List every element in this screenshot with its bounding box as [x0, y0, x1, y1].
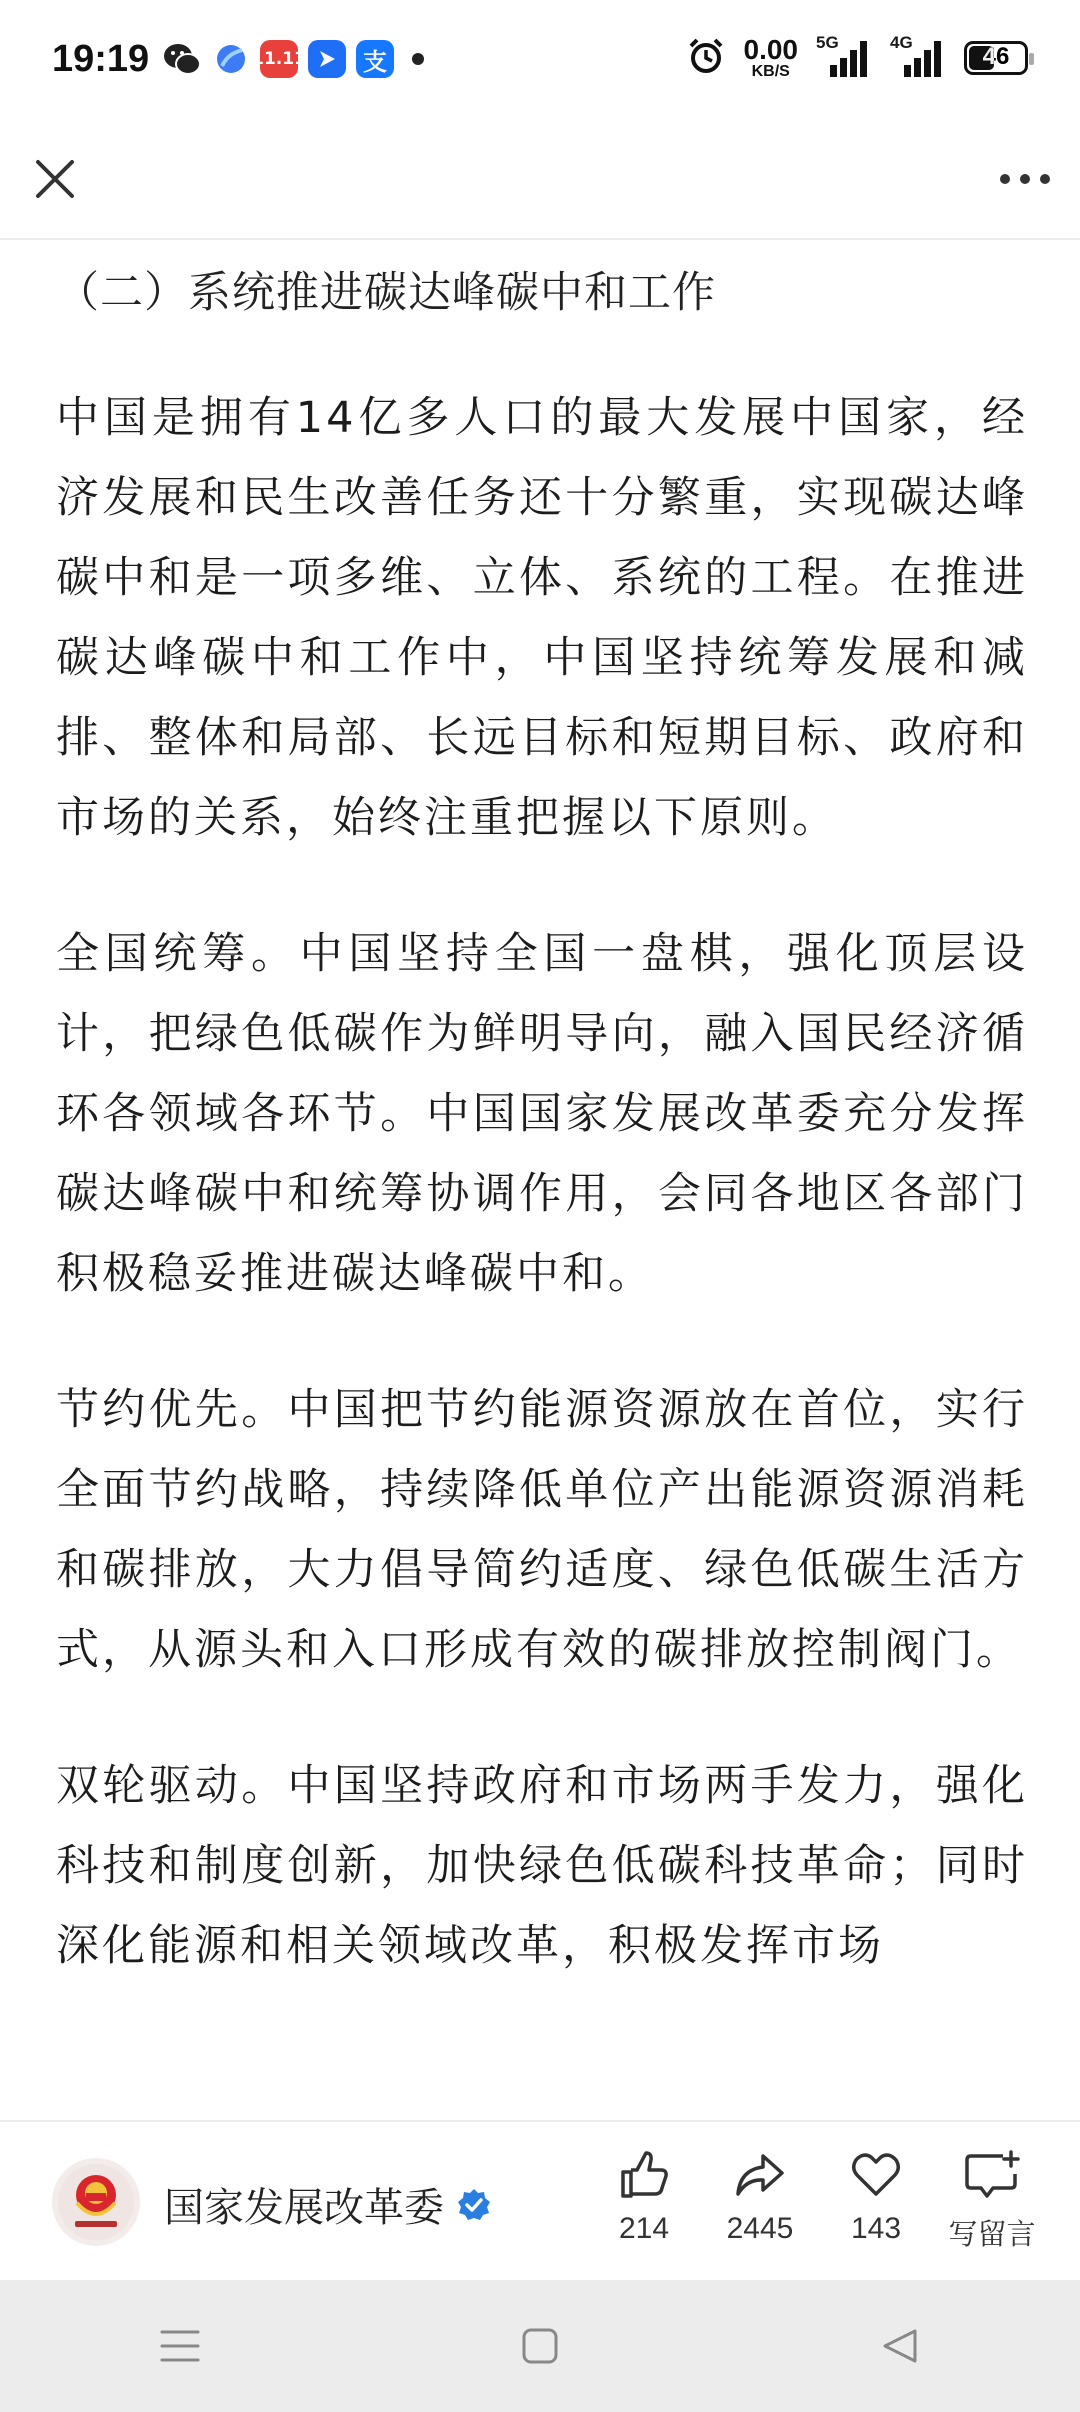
close-icon — [34, 158, 76, 200]
hamburger-icon — [160, 2328, 200, 2364]
wechat-icon — [162, 40, 202, 78]
notification-icons — [162, 40, 424, 78]
network-speed-value: 0.00 — [743, 34, 798, 65]
status-bar — [0, 0, 1080, 124]
shopping-11-11-icon: 11.11 — [260, 40, 298, 78]
national-emblem-icon — [57, 2163, 135, 2241]
comment-add-icon — [963, 2148, 1021, 2202]
more-notifications-dot — [412, 53, 424, 65]
favorite-count: 143 — [850, 2212, 902, 2245]
thumbs-up-icon — [617, 2148, 671, 2202]
paragraph-intro: 中国是拥有14亿多人口的最大发展中国家，经济发展和民生改善任务还十分繁重，实现碳达峰碳中和是一项多维、立体、系统的工程。在推进碳达峰碳中和工作中，中国坚持统筹发展和减排、整体和局部、长远目标和短期目标、政府和市场的关系，始终注重把握以下原则。 — [56, 393, 1028, 843]
alarm-icon — [686, 36, 726, 80]
status-time: 19:19 — [52, 38, 150, 80]
close-button[interactable] — [24, 148, 86, 210]
account-info[interactable] — [164, 2176, 492, 2233]
section-heading: （二）系统推进碳达峰碳中和工作 — [56, 268, 716, 318]
article-action-bar — [0, 2120, 1080, 2282]
write-comment-label: 写留言 — [948, 2217, 1036, 2251]
network-speed-unit: KB/S — [751, 63, 790, 80]
status-indicators — [686, 33, 1029, 80]
top-toolbar — [0, 124, 1080, 240]
account-avatar[interactable] — [52, 2158, 140, 2246]
paragraph-conservation-first: 节约优先。中国把节约能源资源放在首位，实行全面节约战略，持续降低单位产出能源资源消耗和碳排放，大力倡导简约适度、绿色低碳生活方式，从源头和入口形成有效的碳排放控制阀门。 — [56, 1385, 1028, 1675]
navigation-icon — [308, 40, 346, 78]
menu-key[interactable] — [120, 2296, 240, 2396]
paragraph-dual-drive: 双轮驱动。中国坚持政府和市场两手发力，强化科技和制度创新，加快绿色低碳科技革命；同时深化能源和相关领域改革，积极发挥市场 — [56, 1761, 1028, 1971]
signal-4g-label: 4G — [890, 33, 913, 52]
signal-4g — [890, 33, 946, 79]
signal-5g-label: 5G — [816, 33, 839, 52]
action-buttons — [586, 2148, 1050, 2253]
back-key[interactable] — [840, 2296, 960, 2396]
home-key[interactable] — [480, 2296, 600, 2396]
back-triangle-icon — [881, 2327, 919, 2365]
heart-icon — [849, 2148, 903, 2202]
article-body[interactable] — [56, 238, 1028, 2120]
system-navigation-bar — [0, 2280, 1080, 2412]
battery-nub — [1029, 53, 1034, 65]
network-speed — [744, 36, 799, 80]
share-button[interactable] — [702, 2148, 818, 2253]
paragraph-national-coordination: 全国统筹。中国坚持全国一盘棋，强化顶层设计，把绿色低碳作为鲜明导向，融入国民经济循环各领域各环节。中国国家发展改革委充分发挥碳达峰碳中和统筹协调作用，会同各地区各部门积极稳妥推进碳达峰碳中和。 — [56, 929, 1028, 1299]
signal-5g — [816, 33, 872, 79]
alipay-icon: 支 — [356, 40, 394, 78]
more-icon — [999, 173, 1051, 185]
share-icon — [733, 2148, 787, 2202]
write-comment-button[interactable] — [934, 2148, 1050, 2253]
verified-badge-icon — [456, 2187, 492, 2223]
like-button[interactable] — [586, 2148, 702, 2253]
share-count: 2445 — [726, 2212, 794, 2245]
browser-icon — [212, 40, 250, 78]
account-name[interactable]: 国家发展改革委 — [164, 2185, 444, 2231]
battery-indicator — [964, 41, 1028, 75]
like-count: 214 — [618, 2212, 670, 2245]
battery-percent: 46 — [982, 43, 1010, 70]
square-home-icon — [521, 2327, 559, 2365]
more-options-button[interactable] — [994, 148, 1056, 210]
favorite-button[interactable] — [818, 2148, 934, 2253]
